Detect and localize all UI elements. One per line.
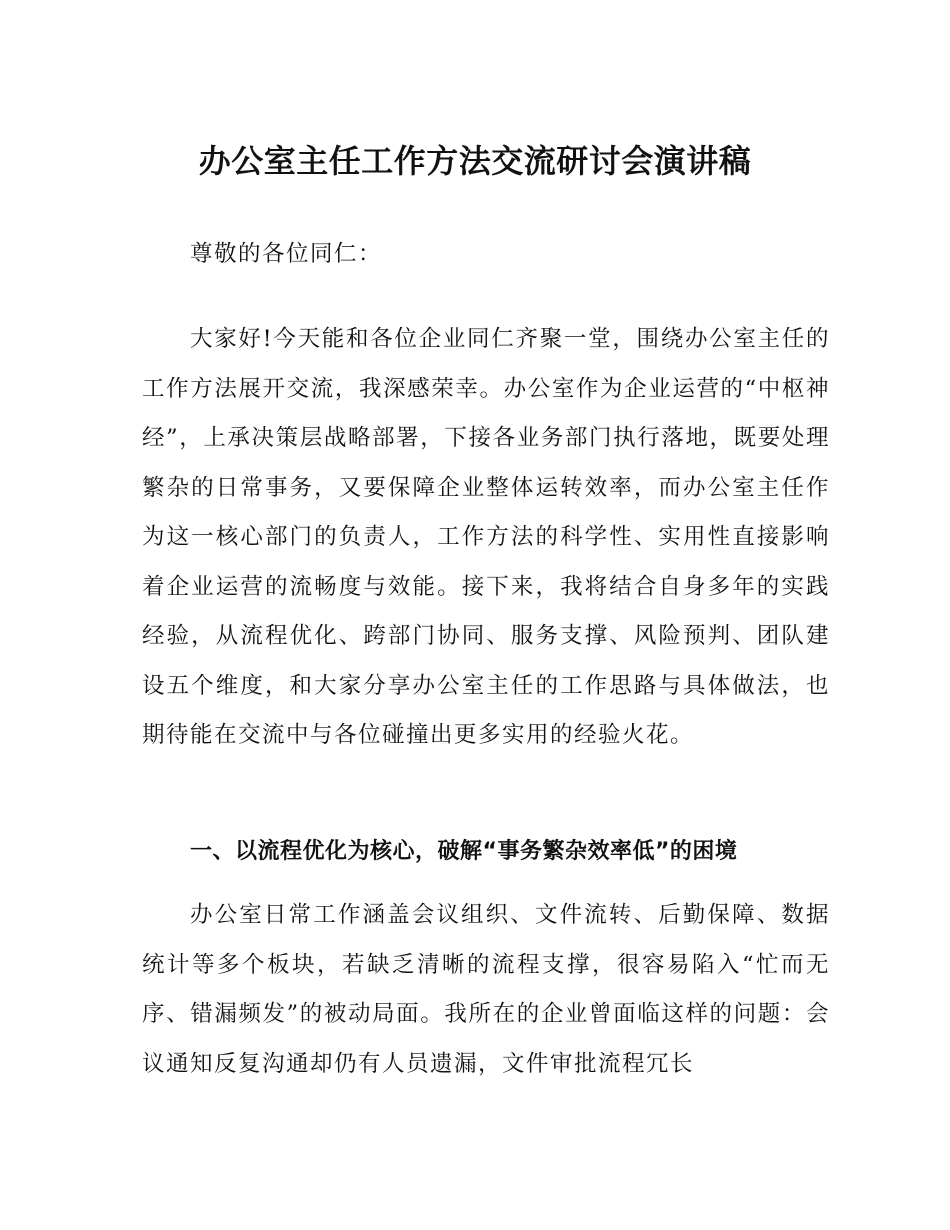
greeting: 尊敬的各位同仁： <box>190 241 383 267</box>
document-title: 办公室主任工作方法交流研讨会演讲稿 <box>198 142 752 181</box>
section-heading-1: 一、以流程优化为核心，破解“事务繁杂效率低”的困境 <box>190 839 738 864</box>
paragraph-section-1: 办公室日常工作涵盖会议组织、文件流转、后勤保障、数据统计等多个板块，若缺乏清晰的流程支撑，很容易陷入“忙而无序、错漏频发”的被动局面。我所在的企业曾面临这样的问题：会议通知反复沟通却仍有人员遗漏，文件审批流程冗长 <box>142 902 830 1077</box>
paragraph-intro: 大家好!今天能和各位企业同仁齐聚一堂，围绕办公室主任的工作方法展开交流，我深感荣幸。办公室作为企业运营的“中枢神经”，上承决策层战略部署，下接各业务部门执行落地，既要处理繁杂的日常事务，又要保障企业整体运转效率，而办公室主任作为这一核心部门的负责人，工作方法的科学性、实用性直接影响着企业运营的流畅度与效能。接下来，我将结合自身多年的实践经验，从流程优化、跨部门协同、服务支撑、风险预判、团队建设五个维度，和大家分享办公室主任的工作思路与具体做法，也期待能在交流中与各位碰撞出更多实用的经验火花。 <box>142 326 830 748</box>
